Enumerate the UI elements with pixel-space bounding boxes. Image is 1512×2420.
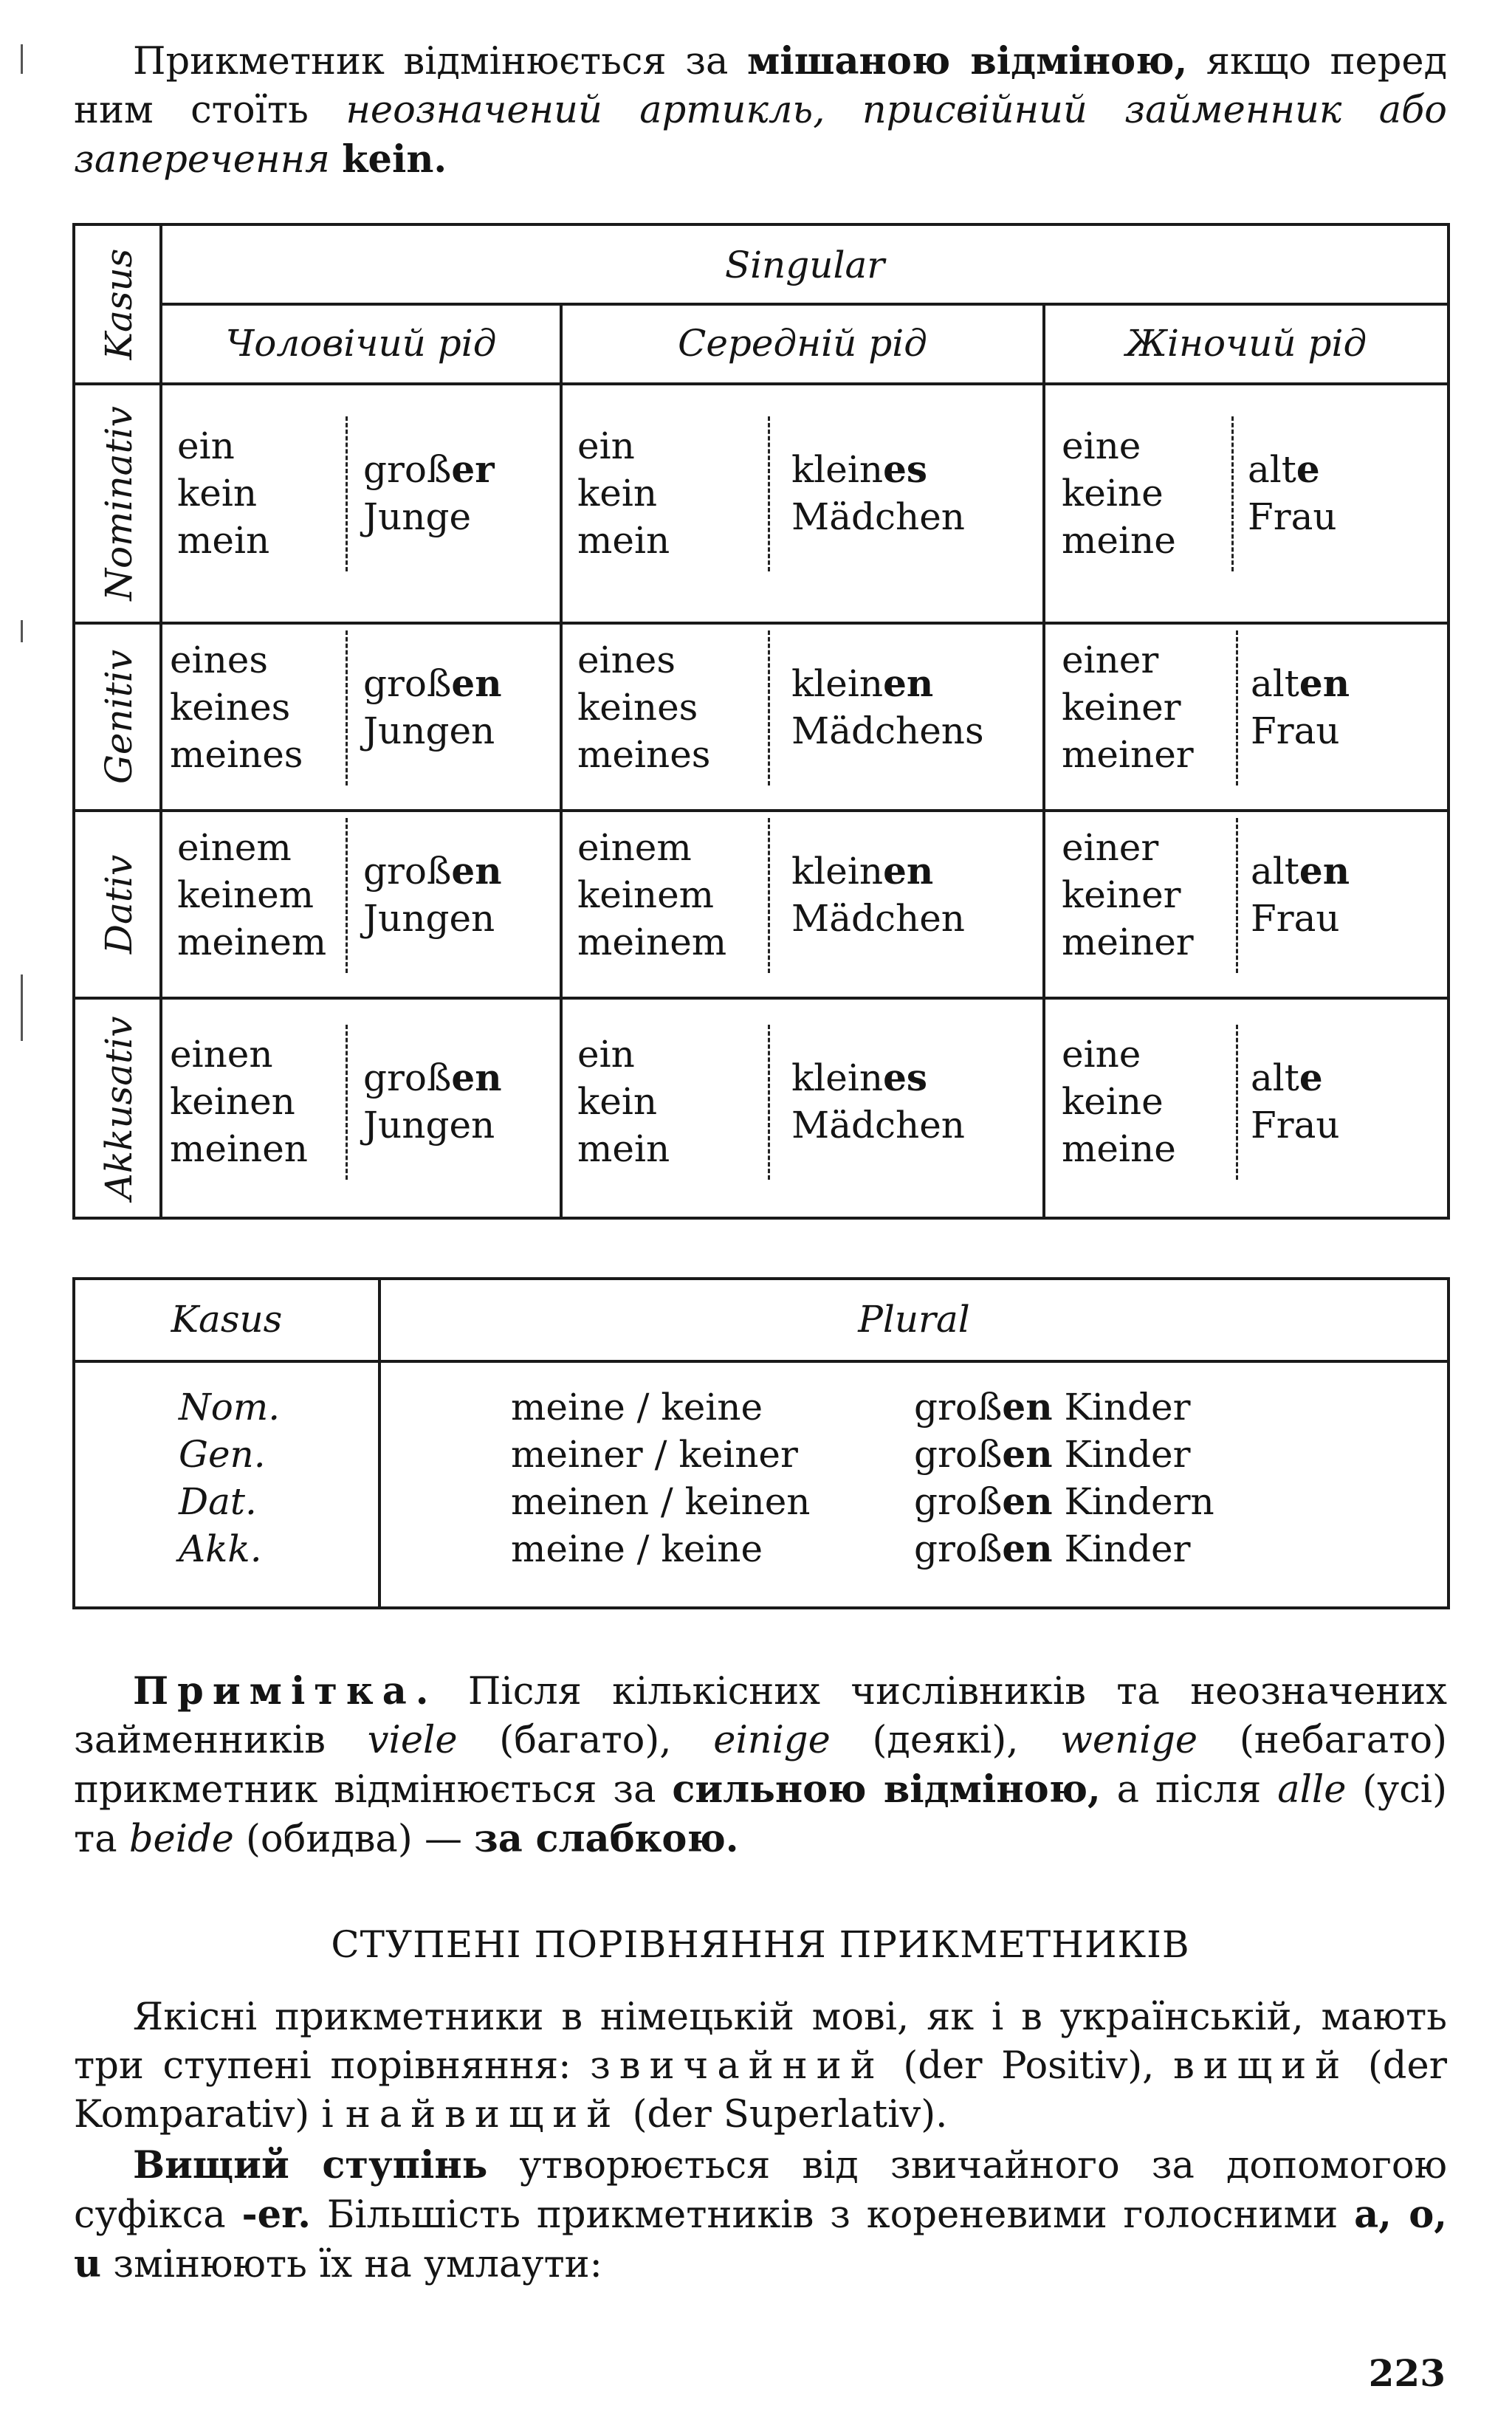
positive-term: звичайний (590, 2044, 884, 2088)
case-cell-akkusativ (75, 1000, 162, 1217)
intro-text: Прикметник відмінюється за (133, 40, 748, 83)
plural-kasus-header: Kasus (171, 1298, 283, 1341)
note-label: Примітка. (133, 1669, 438, 1713)
plural-article-column (511, 1383, 811, 1572)
plural-phrase: großen Kinder (914, 1385, 1191, 1429)
plural-phrase: großen Kinder (914, 1527, 1191, 1570)
plural-case-label: Dat. (179, 1480, 257, 1523)
plural-header: Plural (858, 1298, 970, 1341)
margin-mark (21, 974, 23, 1041)
singular-header: Singular (724, 244, 885, 286)
case-cell-nominativ (75, 385, 162, 622)
plural-case-label: Gen. (179, 1433, 266, 1476)
page-number: 223 (1368, 2351, 1446, 2395)
plural-phrase: großen Kinder (914, 1432, 1191, 1476)
plural-case-column (179, 1383, 280, 1572)
case-label-nominativ: Nominativ (97, 406, 140, 601)
singular-declension-table: Kasus Singular Чоловічий рід Середній рід Жіночий рід Nominativ Genitiv Dativ Akkusativ ein kein mein großer Junge ein kein mein kleines Mädchen eine keine meine alte Frau eines keines meines großen Jungen eines keines meines kleinen Mädchens einer keiner meiner alten Frau einem keinem meinem großen Jungen einem keinem meinem kleinen Mädchen einer keiner meiner alten Frau einen keinen meinen großen Jungen ein kein mein kleines Mädchen eine keine meine alte Frau (72, 223, 1450, 1220)
intro-bold: мішаною відміною, (747, 39, 1188, 83)
plural-articles: meine / keine (511, 1527, 763, 1570)
plural-articles: meine / keine (511, 1386, 763, 1429)
superlative-term: найвищий (345, 2093, 621, 2137)
margin-mark (21, 620, 23, 642)
plural-adjective-column (914, 1383, 1214, 1572)
plural-declension-table (72, 1277, 1450, 1609)
case-label-genitiv: Genitiv (97, 649, 140, 785)
intro-space (330, 138, 342, 182)
case-cell-genitiv (75, 625, 162, 809)
case-label-dativ: Dativ (97, 854, 140, 955)
masculine-header: Чоловічий рід (225, 322, 497, 365)
kasus-header-cell (75, 226, 162, 382)
plural-articles: meiner / keiner (511, 1433, 798, 1476)
neuter-header: Середній рід (678, 322, 927, 365)
plural-case-label: Nom. (179, 1386, 281, 1429)
kasus-header: Kasus (97, 248, 140, 360)
plural-phrase: großen Kindern (914, 1479, 1214, 1523)
note-paragraph: Примітка. Після кількісних числівників та неозначених займенників viele (багато), einige (деякі), wenige (небагато) прикметник відмінюється за сильною відміною, а після alle (усі) та beide (обидва) — за слабкою. (74, 1669, 1447, 1861)
intro-bold: kein. (342, 137, 447, 182)
comparative-term: вищий (1173, 2044, 1350, 2088)
feminine-header: Жіночий рід (1125, 322, 1367, 365)
case-label-akkusativ: Akkusativ (97, 1016, 140, 1200)
margin-mark (21, 44, 23, 74)
plural-case-label: Akk. (179, 1527, 262, 1570)
intro-text: якщо перед ним стоїть (74, 40, 1447, 132)
section-heading: СТУПЕНІ ПОРІВНЯННЯ ПРИКМЕТНИКІВ (331, 1923, 1190, 1966)
degrees-paragraph: Якісні прикметники в німецькій мові, як і в українській, мають три ступені порівняння: звичайний (der Positiv), вищий (der Komparativ) і найвищий (der Superlativ). (74, 1996, 1448, 2137)
intro-paragraph (74, 37, 1447, 185)
comparative-paragraph: Вищий ступінь утворюється від звичайного за допомогою суфікса -er. Більшість прикметників з кореневими голосними a, o, u змінюють їх на умлаути: (74, 2143, 1448, 2286)
case-cell-dativ (75, 812, 162, 997)
intro-italic: неозначений артикль, присвійний займенник або заперечення (74, 89, 1447, 182)
plural-articles: meinen / keinen (511, 1480, 811, 1523)
